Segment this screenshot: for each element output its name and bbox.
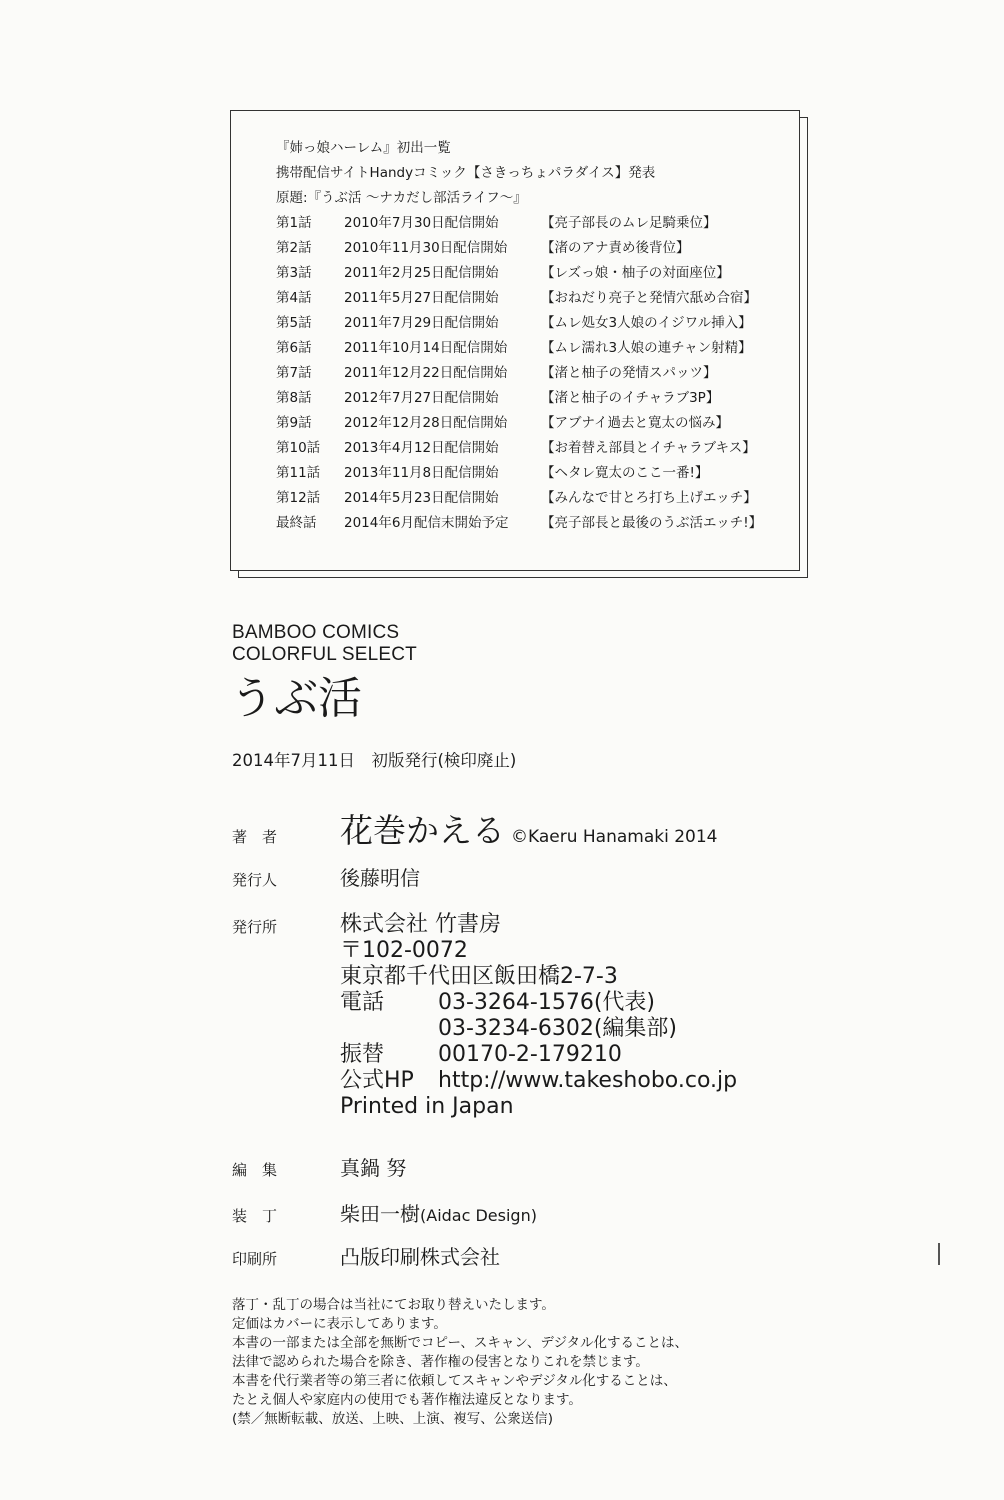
notice-line: 本書を代行業者等の第三者に依頼してスキャンやデジタル化することは、: [232, 1373, 677, 1389]
edition-date: 2014年7月11日 初版発行(検印廃止): [232, 751, 517, 770]
episode-title: 【おねだり亮子と発情穴舐め合宿】: [541, 290, 757, 306]
legal-notices: [232, 1296, 688, 1429]
editor-label: 編 集: [232, 1161, 278, 1179]
series-line-1: BAMBOO COMICS: [232, 622, 400, 643]
list-item: [276, 361, 789, 386]
list-item: [276, 511, 789, 536]
episode-date: 2012年7月27日配信開始: [344, 390, 499, 406]
notice-line: 定価はカバーに表示してあります。: [232, 1316, 447, 1332]
postal-code: 〒102-0072: [340, 938, 468, 963]
transfer-label: 振替: [340, 1042, 385, 1067]
episode-number: 第4話: [276, 290, 312, 306]
phone-label: 電話: [340, 990, 385, 1015]
address: 東京都千代田区飯田橋2-7-3: [340, 964, 618, 989]
first-appearance-box: [230, 110, 800, 571]
phone-row: [340, 990, 737, 1016]
episode-number: 第12話: [276, 490, 321, 506]
episode-title: 【ムレ濡れ3人娘の連チャン射精】: [541, 340, 752, 356]
episode-number: 第9話: [276, 415, 312, 431]
publisher-block: [340, 912, 737, 1120]
episode-title: 【渚のアナ責め後背位】: [541, 240, 690, 256]
notice-line: (禁／無断転載、放送、上映、上演、複写、公衆送信): [232, 1411, 554, 1427]
episode-date: 2011年7月29日配信開始: [344, 315, 499, 331]
episode-number: 第6話: [276, 340, 312, 356]
series-name: [232, 622, 417, 666]
designer-org: (Aidac Design): [420, 1206, 537, 1225]
hp-row: [340, 1068, 737, 1094]
transfer-row: [340, 1042, 737, 1068]
designer-name: 柴田一樹: [340, 1202, 420, 1226]
author-copyright: ©Kaeru Hanamaki 2014: [511, 827, 718, 847]
author-row: [232, 805, 718, 852]
episode-number: 第2話: [276, 240, 312, 256]
episode-date: 2014年5月23日配信開始: [344, 490, 499, 506]
episode-title: 【みんなで甘とろ打ち上げエッチ】: [541, 490, 757, 506]
publisher-label: 発行所: [232, 918, 278, 936]
series-line-2: COLORFUL SELECT: [232, 644, 417, 665]
notice-line: 本書の一部または全部を無断でコピー、スキャン、デジタル化することは、: [232, 1335, 689, 1351]
list-item: [276, 286, 789, 311]
list-item: [276, 411, 789, 436]
episode-number: 第5話: [276, 315, 312, 331]
issuer-name: 後藤明信: [340, 866, 420, 890]
episode-title: 【亮子部長のムレ足騎乗位】: [541, 215, 717, 231]
list-item: [276, 336, 789, 361]
printer-label: 印刷所: [232, 1250, 278, 1268]
episode-date: 2010年11月30日配信開始: [344, 240, 508, 256]
list-item: [276, 261, 789, 286]
episode-title: 【お着替え部員とイチャラブキス】: [541, 440, 756, 456]
episode-date: 2013年11月8日配信開始: [344, 465, 499, 481]
notice-line: 法律で認められた場合を除き、著作権の侵害となりこれを禁じます。: [232, 1354, 649, 1370]
notice-line: 落丁・乱丁の場合は当社にてお取り替えいたします。: [232, 1297, 555, 1313]
episode-date: 2014年6月配信末開始予定: [344, 515, 509, 531]
hp-url: http://www.takeshobo.co.jp: [438, 1068, 738, 1093]
notice-line: たとえ個人や家庭内の使用でも著作権法違反となります。: [232, 1392, 582, 1408]
list-item: [276, 236, 789, 261]
episode-number: 第10話: [276, 440, 321, 456]
episode-date: 2011年10月14日配信開始: [344, 340, 508, 356]
list-item: [276, 211, 789, 236]
phone-row-2: [340, 1016, 737, 1042]
episode-number: 第11話: [276, 465, 321, 481]
list-heading: 『姉っ娘ハーレム』初出一覧: [276, 140, 451, 156]
author-name: 花巻かえる: [340, 811, 505, 850]
phone-main: 03-3264-1576(代表): [438, 990, 656, 1015]
episode-date: 2011年5月27日配信開始: [344, 290, 499, 306]
episode-title: 【ムレ処女3人娘のイジワル挿入】: [541, 315, 752, 331]
issuer-label: 発行人: [232, 871, 278, 889]
printed-in: Printed in Japan: [340, 1094, 514, 1119]
episode-date: 2012年12月28日配信開始: [344, 415, 508, 431]
editor-row: [232, 1152, 406, 1181]
book-title: うぶ活: [230, 673, 362, 724]
episode-date: 2011年2月25日配信開始: [344, 265, 499, 281]
list-original-title: 原題:『うぶ活 〜ナカだし部活ライフ〜』: [276, 190, 527, 206]
list-item: [276, 461, 789, 486]
episode-title: 【レズっ娘・柚子の対面座位】: [541, 265, 730, 281]
list-source: 携帯配信サイトHandyコミック【さきっちょパラダイス】発表: [276, 165, 656, 181]
printer-name: 凸版印刷株式会社: [340, 1245, 500, 1269]
printer-row: [232, 1241, 500, 1270]
design-row: [232, 1198, 537, 1227]
issuer-row: [232, 862, 420, 891]
episode-number: 最終話: [276, 515, 317, 531]
episode-title: 【渚と柚子のイチャラブ3P】: [541, 390, 720, 406]
episode-number: 第7話: [276, 365, 312, 381]
list-item: [276, 486, 789, 511]
phone-editorial: 03-3234-6302(編集部): [438, 1016, 678, 1041]
episode-title: 【ヘタレ寛太のここ一番!】: [541, 465, 709, 481]
author-label: 著 者: [232, 828, 278, 846]
episode-number: 第1話: [276, 215, 312, 231]
episode-list: [276, 211, 789, 536]
list-item: [276, 436, 789, 461]
publisher-name: 株式会社 竹書房: [340, 912, 501, 937]
episode-number: 第3話: [276, 265, 312, 281]
episode-date: 2011年12月22日配信開始: [344, 365, 508, 381]
editor-name: 真鍋 努: [340, 1156, 407, 1180]
hp-label: 公式HP: [340, 1068, 414, 1093]
design-label: 装 丁: [232, 1207, 278, 1225]
episode-title: 【アブナイ過去と寛太の悩み】: [541, 415, 730, 431]
registration-mark: [938, 1243, 940, 1265]
episode-title: 【渚と柚子の発情スパッツ】: [541, 365, 717, 381]
episode-date: 2010年7月30日配信開始: [344, 215, 499, 231]
episode-title: 【亮子部長と最後のうぶ活エッチ!】: [541, 515, 763, 531]
transfer-account: 00170-2-179210: [438, 1042, 622, 1067]
list-item: [276, 386, 789, 411]
episode-number: 第8話: [276, 390, 312, 406]
publisher-row: [232, 916, 340, 937]
first-appearance-list: [276, 136, 789, 536]
list-item: [276, 311, 789, 336]
episode-date: 2013年4月12日配信開始: [344, 440, 499, 456]
